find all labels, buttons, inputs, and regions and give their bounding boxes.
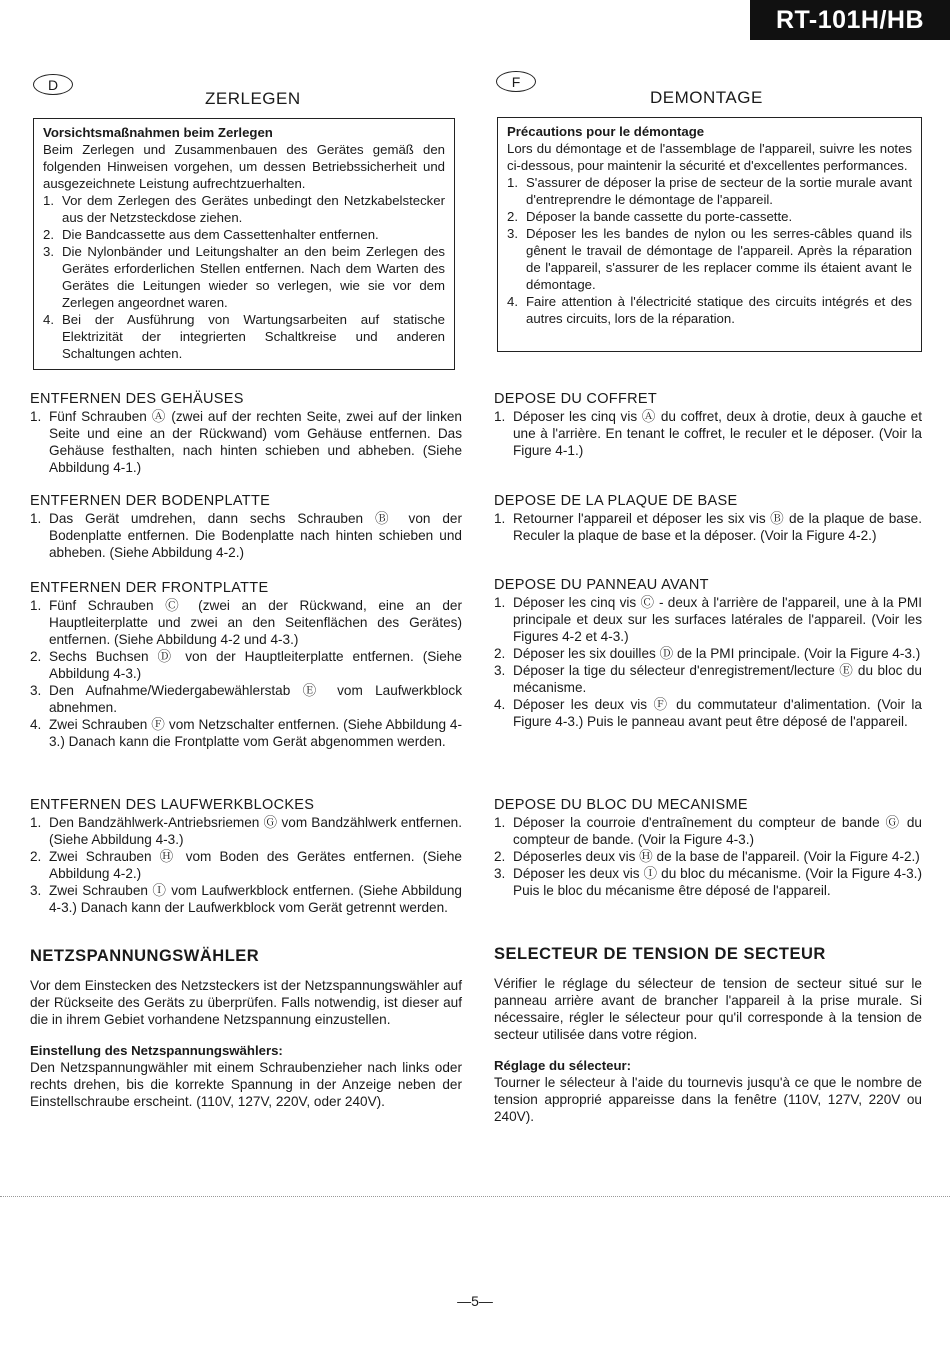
list-item: 3. Déposer la tige du sélecteur d'enregistrement/lecture Ⓔ du bloc du mécanisme.: [494, 663, 922, 695]
french-precautions-intro: Lors du démontage et de l'assemblage de l'appareil, suivre les notes ci-dessous, pour maintenir la sécurité et d'excellentes performances.: [507, 141, 912, 173]
page-number: —5—: [457, 1293, 493, 1309]
german-section-housing: [30, 391, 462, 476]
german-precautions-intro: Beim Zerlegen und Zusammenbauen des Gerätes gemäß den folgenden Hinweisen vorgehen, um dessen Betriebssicherheit und ausgezeichnete Leistung aufrechtzuerhalten.: [43, 142, 445, 191]
list-item: 3. Déposer les les bandes de nylon ou les serres-câbles quand ils gênent le travail de démontage de l'appareil. Après la réparation de l'appareil, s'assurer de les replacer comme ils étaient avant le démontage.: [507, 226, 912, 292]
list-item: 4. Faire attention à l'électricité statique des circuits intégrés et des autres circuits, lors de la réparation.: [507, 294, 912, 326]
list-item: 1. Vor dem Zerlegen des Gerätes unbedingt den Netzkabelstecker aus der Netzsteckdose ziehen.: [43, 193, 445, 225]
section-title: NETZSPANNUNGSWÄHLER: [30, 947, 260, 965]
voltage-subtext: Den Netzspannungwähler mit einem Schraubenzieher nach links oder rechts drehen, bis die korrekte Spannung in der Anzeige neben der Einstellschraube erscheint. (110V, 127V, 220V, oder 240V).: [30, 1060, 462, 1109]
list-item: 1. Déposer les cinq vis Ⓒ - deux à l'arrière de l'appareil, une à la PMI principale et deux sur les surfaces latérales de l'appareil. (Voir les Figures 4-2 et 4-3.): [494, 595, 922, 644]
list-item: 4. Déposer les deux vis Ⓕ du commutateur d'alimentation. (Voir la Figure 4-3.) Puis le panneau avant peut être déposé de l'appareil.: [494, 697, 922, 729]
section-title: DEPOSE DU BLOC DU MECANISME: [494, 797, 748, 813]
list-item: 3. Den Aufnahme/Wiedergabewählerstab Ⓔ vom Laufwerkblock abnehmen.: [30, 683, 462, 715]
french-precautions-list: [507, 174, 912, 327]
section-title: DEPOSE DU PANNEAU AVANT: [494, 577, 709, 593]
divider: [0, 1196, 950, 1199]
model-badge: RT-101H/HB: [750, 0, 950, 40]
section-title: DEPOSE DE LA PLAQUE DE BASE: [494, 493, 738, 509]
french-precautions-box: [497, 117, 922, 352]
voltage-subtitle: Einstellung des Netzspannungswählers:: [30, 1043, 283, 1058]
section-title: ENTFERNEN DER FRONTPLATTE: [30, 580, 269, 596]
list-item: 2. Déposer les six douilles Ⓓ de la PMI principale. (Voir la Figure 4-3.): [494, 646, 921, 661]
voltage-text: Vor dem Einstecken des Netzsteckers ist der Netzspannungswähler auf der Rückseite des Geräts zu überprüfen. Falls notwendig, ist dieser auf die in ihrem Gebiet vorhandene Netzspannung einzustellen.: [30, 978, 462, 1027]
german-section-mechanism: [30, 797, 462, 916]
section-title: DEPOSE DU COFFRET: [494, 391, 657, 407]
list-item: 4. Bei der Ausführung von Wartungsarbeiten auf statische Elektrizität der integrierten Schaltkreise und anderen Schaltungen achten.: [43, 312, 445, 361]
french-title: DEMONTAGE: [650, 88, 763, 107]
voltage-subtext: Tourner le sélecteur à l'aide du tournevis jusqu'à ce que le nombre de tension approprié appareisse dans la fenêtre (110V, 127V, 220V ou 240V).: [494, 1075, 922, 1124]
french-section-base-plate: [494, 493, 922, 544]
french-precautions-title: Précautions pour le démontage: [507, 124, 705, 139]
french-section-front-panel: [494, 577, 922, 730]
german-section-bottom-plate: [30, 493, 462, 561]
section-title: ENTFERNEN DES LAUFWERKBLOCKES: [30, 797, 315, 813]
french-section-cabinet: [494, 391, 922, 459]
language-mark-german: D: [33, 74, 73, 95]
list-item: 3. Déposer les deux vis Ⓘ du bloc du mécanisme. (Voir la Figure 4-3.) Puis le bloc du mécanisme être déposé de l'appareil.: [494, 866, 922, 898]
voltage-text: Vérifier le réglage du sélecteur de tension de secteur situé sur le panneau arrière avant de brancher l'appareil à la prise murale. Si nécessaire, régler le sélecteur pour qu'il corresponde à la tension de secteur utilisée dans votre région.: [494, 976, 922, 1042]
list-item: 1. Das Gerät umdrehen, dann sechs Schrauben Ⓑ von der Bodenplatte entfernen. Die Bodenplatte nach hinten schieben und abheben. (Siehe Abbildung 4-2.): [30, 511, 462, 560]
voltage-subtitle: Réglage du sélecteur:: [494, 1058, 632, 1073]
german-precautions-list: [43, 192, 445, 362]
list-item: 1. S'assurer de déposer la prise de secteur de la sortie murale avant d'entreprendre le démontage de l'appareil.: [507, 175, 912, 207]
list-item: 1. Fünf Schrauben Ⓒ (zwei an der Rückwand, eine an der Hauptleiterplatte und zwei an den Seitenflächen des Gerätes) entfernen. (Siehe Abbildung 4-2 und 4-3.): [30, 598, 462, 647]
list-item: 1. Déposer la courroie d'entraînement du compteur de bande Ⓖ du compteur de bande. (Voir la Figure 4-3.): [494, 815, 922, 847]
french-section-voltage: [494, 946, 922, 1125]
list-item: 2. Déposerles deux vis Ⓗ de la base de l'appareil. (Voir la Figure 4-2.): [494, 849, 920, 864]
language-mark-french: F: [496, 71, 536, 92]
list-item: 2. Die Bandcassette aus dem Cassettenhalter entfernen.: [43, 227, 379, 242]
list-item: 4. Zwei Schrauben Ⓕ vom Netzschalter entfernen. (Siehe Abbildung 4-3.) Danach kann die Frontplatte vom Gerät abgenommen werden.: [30, 717, 462, 749]
list-item: 2. Zwei Schrauben Ⓗ vom Boden des Gerätes entfernen. (Siehe Abbildung 4-2.): [30, 849, 462, 881]
section-title: SELECTEUR DE TENSION DE SECTEUR: [494, 945, 826, 963]
list-item: 1. Den Bandzählwerk-Antriebsriemen Ⓖ vom Bandzählwerk entfernen. (Siehe Abbildung 4-3.): [30, 815, 462, 847]
list-item: 2. Sechs Buchsen Ⓓ von der Hauptleiterplatte entfernen. (Siehe Abbildung 4-3.): [30, 649, 462, 681]
section-title: ENTFERNEN DER BODENPLATTE: [30, 493, 271, 509]
list-item: 1. Retourner l'appareil et déposer les six vis Ⓑ de la plaque de base. Reculer la plaque de base et la déposer. (Voir la Figure 4-2.): [494, 511, 922, 543]
list-item: 1. Déposer les cinq vis Ⓐ du coffret, deux à drotie, deux à gauche et une à l'arrière. En tenant le coffret, le reculer et le déposer. (Voir la Figure 4-1.): [494, 409, 922, 458]
list-item: 3. Zwei Schrauben Ⓘ vom Laufwerkblock entfernen. (Siehe Abbildung 4-3.) Danach kann der Laufwerkblock vom Gerät getrennt werden.: [30, 883, 462, 915]
section-title: ENTFERNEN DES GEHÄUSES: [30, 391, 244, 407]
german-title: ZERLEGEN: [205, 89, 301, 108]
german-precautions-title: Vorsichtsmaßnahmen beim Zerlegen: [43, 125, 273, 140]
german-section-voltage: [30, 948, 462, 1110]
list-item: 3. Die Nylonbänder und Leitungshalter an den beim Zerlegen des Gerätes erforderlichen Stellen entfernen. Nach dem Warten des Gerätes die Leitungen wieder so verlegen, wie sie vor dem Zerlegen angeordnet waren.: [43, 244, 445, 310]
list-item: 2. Déposer la bande cassette du porte-cassette.: [507, 209, 793, 224]
german-precautions-box: [33, 118, 455, 370]
list-item: 1. Fünf Schrauben Ⓐ (zwei auf der rechten Seite, zwei auf der linken Seite und eine an der Rückwand) vom Gehäuse entfernen. Das Gehäuse festhalten, nach hinten schieben und abheben. (Siehe Abbildung 4-1.): [30, 409, 462, 475]
german-section-front-panel: [30, 580, 462, 750]
french-section-mechanism: [494, 797, 922, 899]
